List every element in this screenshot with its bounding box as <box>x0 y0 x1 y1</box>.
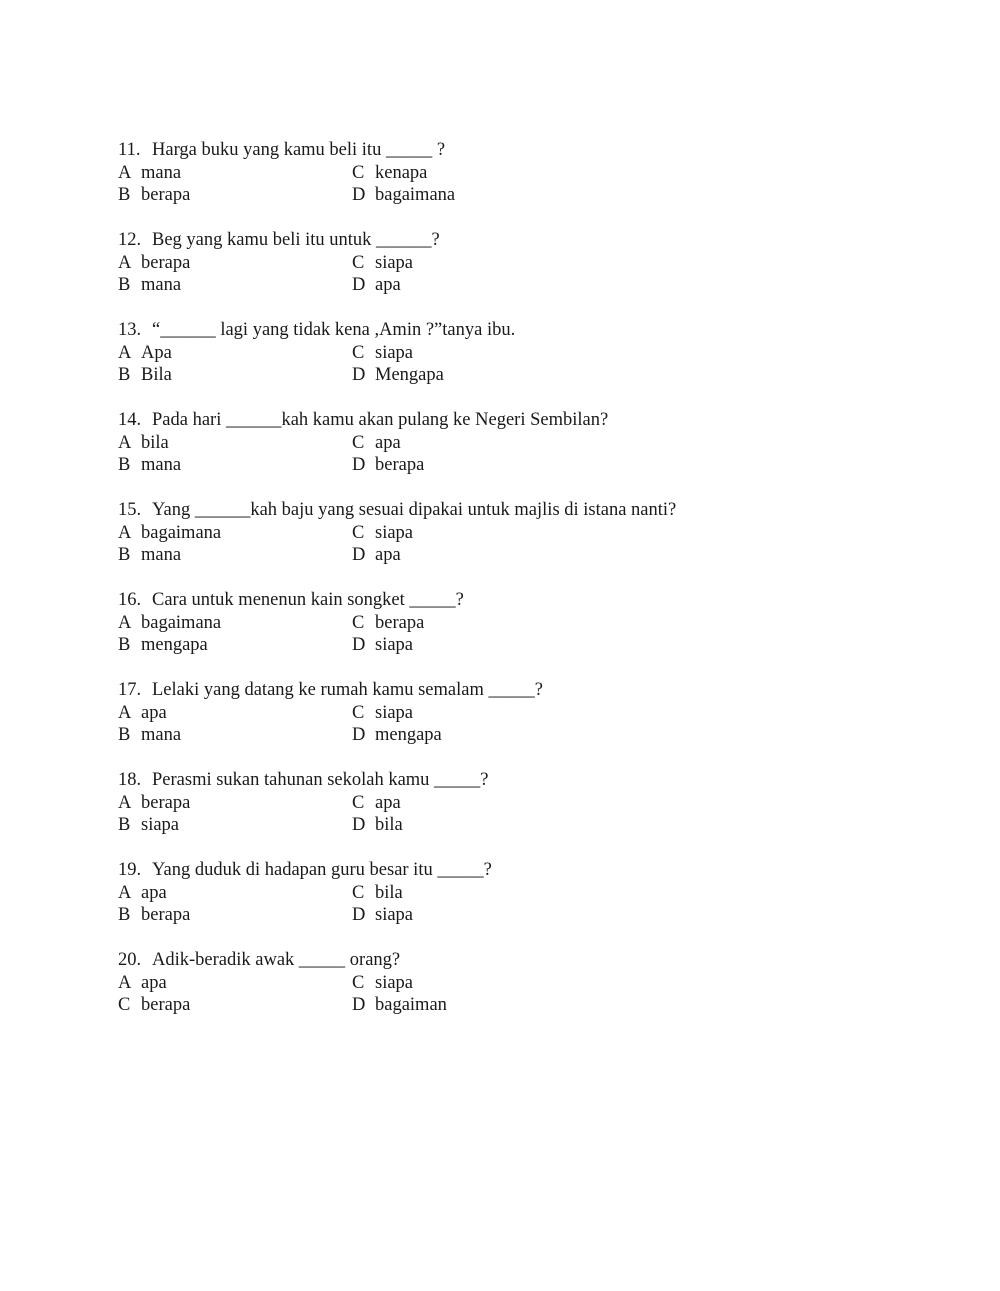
answer-option[interactable] <box>352 162 586 185</box>
option-letter: A <box>118 702 132 723</box>
option-text: bagaimana <box>141 522 222 543</box>
option-text: berapa <box>375 455 425 475</box>
option-letter: D <box>352 545 366 565</box>
answer-option[interactable] <box>118 364 352 387</box>
answer-option[interactable] <box>352 432 586 455</box>
option-text: bila <box>375 815 403 835</box>
options-row <box>118 634 878 657</box>
question-20 <box>118 949 878 1017</box>
options-row <box>118 792 878 815</box>
answer-option[interactable] <box>118 432 352 455</box>
option-letter: B <box>118 905 131 925</box>
option-letter: B <box>118 455 131 475</box>
question-stem <box>118 589 878 612</box>
option-letter: D <box>352 455 366 475</box>
answer-option[interactable] <box>118 634 352 657</box>
option-text: bila <box>141 432 169 453</box>
option-text: mana <box>141 162 182 183</box>
option-letter: B <box>118 725 131 745</box>
option-text: apa <box>375 275 401 295</box>
option-text: berapa <box>375 612 425 633</box>
option-text: apa <box>141 882 167 903</box>
answer-option[interactable] <box>118 342 352 365</box>
option-letter: C <box>352 972 365 993</box>
question-stem <box>118 229 878 252</box>
option-text: mengapa <box>141 635 208 655</box>
question-19 <box>118 859 878 927</box>
answer-option[interactable] <box>352 544 586 567</box>
options-row <box>118 882 878 905</box>
option-letter: A <box>118 432 132 453</box>
question-number: 11. <box>118 140 141 160</box>
option-text: mana <box>141 725 182 745</box>
question-stem <box>118 859 878 882</box>
question-stem <box>118 679 878 702</box>
option-letter: C <box>352 162 365 183</box>
answer-option[interactable] <box>118 724 352 747</box>
question-text: Adik-beradik awak _____ orang? <box>152 950 401 970</box>
answer-option[interactable] <box>352 184 586 207</box>
answer-option[interactable] <box>352 342 586 365</box>
option-letter: B <box>118 365 131 385</box>
question-stem <box>118 499 878 522</box>
option-letter: C <box>118 995 131 1015</box>
option-text: berapa <box>141 995 191 1015</box>
option-letter: A <box>118 612 132 633</box>
option-letter: B <box>118 635 131 655</box>
options-row <box>118 274 878 297</box>
question-number: 13. <box>118 320 142 340</box>
option-text: siapa <box>375 342 414 363</box>
option-text: mengapa <box>375 725 442 745</box>
answer-option[interactable] <box>118 162 352 185</box>
options-row <box>118 612 878 635</box>
option-letter: D <box>352 635 366 655</box>
option-letter: B <box>118 275 131 295</box>
option-text: apa <box>375 432 401 453</box>
options-row <box>118 184 878 207</box>
options-row <box>118 454 878 477</box>
answer-option[interactable] <box>352 634 586 657</box>
question-stem <box>118 409 878 432</box>
options-row <box>118 904 878 927</box>
question-number: 18. <box>118 770 142 790</box>
option-letter: C <box>352 432 365 453</box>
options-row <box>118 342 878 365</box>
answer-option[interactable] <box>352 454 586 477</box>
question-14 <box>118 409 878 477</box>
option-text: mana <box>141 455 182 475</box>
option-text: apa <box>375 792 401 813</box>
option-text: siapa <box>375 972 414 993</box>
option-letter: D <box>352 365 366 385</box>
question-stem <box>118 769 878 792</box>
answer-option[interactable] <box>118 904 352 927</box>
question-stem <box>118 949 878 972</box>
option-text: apa <box>375 545 401 565</box>
question-number: 17. <box>118 680 142 700</box>
options-row <box>118 432 878 455</box>
answer-option[interactable] <box>118 184 352 207</box>
question-number: 15. <box>118 500 142 520</box>
answer-option[interactable] <box>352 364 586 387</box>
question-15 <box>118 499 878 567</box>
options-row <box>118 994 878 1017</box>
answer-option[interactable] <box>352 972 586 995</box>
option-letter: D <box>352 185 366 205</box>
options-row <box>118 252 878 275</box>
answer-option[interactable] <box>352 522 586 545</box>
question-16 <box>118 589 878 657</box>
answer-option[interactable] <box>118 454 352 477</box>
option-letter: C <box>352 612 365 633</box>
question-text: Yang duduk di hadapan guru besar itu _____? <box>152 860 492 880</box>
answer-option[interactable] <box>352 612 586 635</box>
option-text: apa <box>141 702 167 723</box>
option-letter: D <box>352 275 366 295</box>
question-text: Perasmi sukan tahunan sekolah kamu _____? <box>152 770 489 790</box>
answer-option[interactable] <box>352 792 586 815</box>
question-number: 12. <box>118 230 142 250</box>
option-letter: A <box>118 522 132 543</box>
answer-option[interactable] <box>118 972 352 995</box>
question-text: “______ lagi yang tidak kena ,Amin ?”tanya ibu. <box>152 320 516 340</box>
option-letter: B <box>118 545 131 565</box>
option-letter: D <box>352 815 366 835</box>
answer-option[interactable] <box>118 612 352 635</box>
question-stem <box>118 139 878 162</box>
answer-option[interactable] <box>118 702 352 725</box>
question-17 <box>118 679 878 747</box>
answer-option[interactable] <box>352 994 586 1017</box>
options-row <box>118 162 878 185</box>
question-18 <box>118 769 878 837</box>
option-text: siapa <box>375 252 414 273</box>
question-stem <box>118 319 878 342</box>
question-text: Yang ______kah baju yang sesuai dipakai untuk majlis di istana nanti? <box>152 500 677 520</box>
option-text: siapa <box>375 635 414 655</box>
answer-option[interactable] <box>352 274 586 297</box>
option-text: Bila <box>141 365 172 385</box>
question-13 <box>118 319 878 387</box>
option-text: siapa <box>141 815 180 835</box>
option-text: siapa <box>375 522 414 543</box>
options-row <box>118 972 878 995</box>
option-letter: C <box>352 252 365 273</box>
option-letter: B <box>118 185 131 205</box>
options-row <box>118 522 878 545</box>
option-text: bagaiman <box>375 995 447 1015</box>
option-text: bagaimana <box>375 185 456 205</box>
question-number: 20. <box>118 950 142 970</box>
options-row <box>118 364 878 387</box>
option-letter: D <box>352 725 366 745</box>
option-text: Mengapa <box>375 365 444 385</box>
option-letter: A <box>118 972 132 993</box>
option-letter: A <box>118 162 132 183</box>
option-letter: A <box>118 792 132 813</box>
option-text: berapa <box>141 252 191 273</box>
option-letter: B <box>118 815 131 835</box>
option-letter: C <box>352 522 365 543</box>
question-text: Harga buku yang kamu beli itu _____ ? <box>152 140 446 160</box>
option-letter: A <box>118 342 132 363</box>
option-text: siapa <box>375 702 414 723</box>
answer-option[interactable] <box>118 274 352 297</box>
answer-option[interactable] <box>352 702 586 725</box>
question-number: 16. <box>118 590 142 610</box>
question-number: 19. <box>118 860 142 880</box>
option-letter: C <box>352 342 365 363</box>
answer-option[interactable] <box>118 994 352 1017</box>
options-row <box>118 814 878 837</box>
option-text: mana <box>141 275 182 295</box>
question-12 <box>118 229 878 297</box>
answer-option[interactable] <box>118 814 352 837</box>
answer-option[interactable] <box>352 904 586 927</box>
answer-option[interactable] <box>352 252 586 275</box>
option-text: bagaimana <box>141 612 222 633</box>
option-text: apa <box>141 972 167 993</box>
answer-option[interactable] <box>118 522 352 545</box>
options-row <box>118 544 878 567</box>
option-text: mana <box>141 545 182 565</box>
question-11 <box>118 139 878 207</box>
option-letter: D <box>352 995 366 1015</box>
answer-option[interactable] <box>118 252 352 275</box>
option-letter: A <box>118 252 132 273</box>
option-letter: C <box>352 702 365 723</box>
options-row <box>118 702 878 725</box>
answer-option[interactable] <box>352 814 586 837</box>
option-letter: C <box>352 882 365 903</box>
option-text: berapa <box>141 185 191 205</box>
question-number: 14. <box>118 410 142 430</box>
option-text: bila <box>375 882 403 903</box>
answer-option[interactable] <box>352 882 586 905</box>
question-text: Beg yang kamu beli itu untuk ______? <box>152 230 440 250</box>
options-row <box>118 724 878 747</box>
answer-option[interactable] <box>118 792 352 815</box>
question-text: Lelaki yang datang ke rumah kamu semalam _____? <box>152 680 543 700</box>
question-text: Pada hari ______kah kamu akan pulang ke Negeri Sembilan? <box>152 410 609 430</box>
option-text: berapa <box>141 905 191 925</box>
option-text: kenapa <box>375 162 428 183</box>
answer-option[interactable] <box>118 882 352 905</box>
question-text: Cara untuk menenun kain songket _____? <box>152 590 464 610</box>
option-text: siapa <box>375 905 414 925</box>
answer-option[interactable] <box>118 544 352 567</box>
option-text: Apa <box>141 342 172 363</box>
option-letter: C <box>352 792 365 813</box>
option-text: berapa <box>141 792 191 813</box>
option-letter: D <box>352 905 366 925</box>
option-letter: A <box>118 882 132 903</box>
answer-option[interactable] <box>352 724 586 747</box>
